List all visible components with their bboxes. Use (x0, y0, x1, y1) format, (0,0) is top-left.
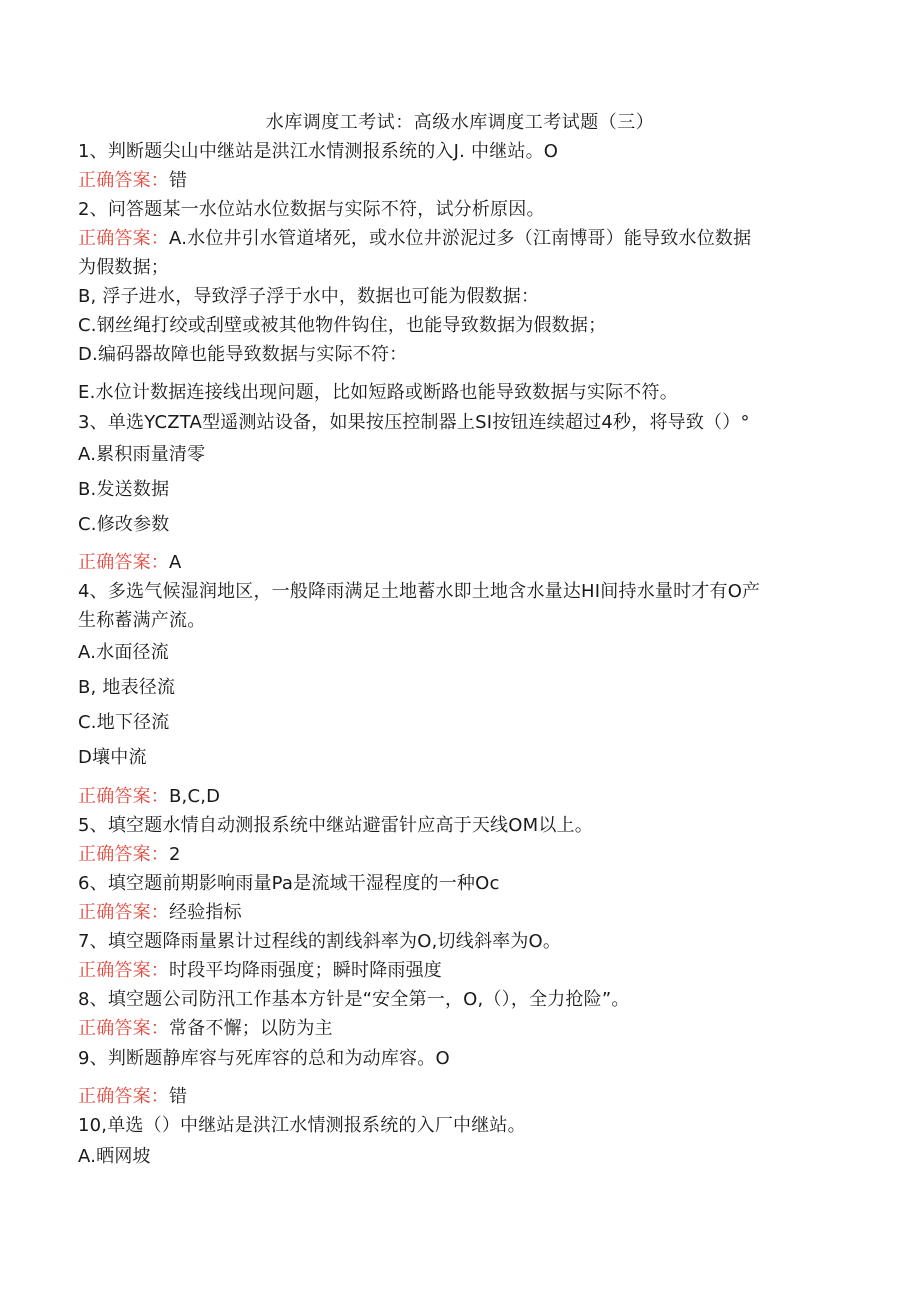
answer-label: 正确答案： (78, 170, 169, 191)
answer-text: 错 (169, 1086, 188, 1107)
question-9: 9、判断题静库容与死库容的总和为动库容。O (78, 1048, 450, 1069)
answer-label: 正确答案： (78, 786, 169, 807)
answer-text: A.水位井引水管道堵死，或水位井淤泥过多（江南博哥）能导致水位数据 (169, 228, 752, 249)
question-7: 7、填空题降雨量累计过程线的割线斜率为O,切线斜率为O。 (78, 931, 562, 952)
answer-2-item-b: B, 浮子进水，导致浮子浮于水中，数据也可能为假数据： (78, 286, 540, 307)
answer-3 (78, 551, 848, 575)
answer-9 (78, 1085, 848, 1109)
answer-text: 经验指标 (169, 902, 242, 923)
answer-8 (78, 1017, 848, 1041)
answer-2 (78, 227, 848, 251)
answer-label: 正确答案： (78, 960, 169, 981)
answer-text: 时段平均降雨强度；瞬时降雨强度 (169, 960, 442, 981)
question-3-option-a: A.累积雨量清零 (78, 444, 206, 465)
question-6: 6、填空题前期影响雨量Pa是流域干湿程度的一种Oc (78, 873, 500, 894)
answer-text: B,C,D (169, 786, 221, 807)
answer-label: 正确答案： (78, 844, 169, 865)
answer-2-item-c: C.钢丝绳打绞或刮壁或被其他物件钩住，也能导致数据为假数据； (78, 315, 607, 336)
answer-label: 正确答案： (78, 1018, 169, 1039)
answer-4 (78, 785, 848, 809)
answer-2-item-d: D.编码器故障也能导致数据与实际不符： (78, 344, 408, 365)
question-3: 3、单选YCZTA型遥测站设备，如果按压控制器上SI按钮连续超过4秒，将导致（）° (78, 412, 750, 433)
question-5: 5、填空题水情自动测报系统中继站避雷针应高于天线OM以上。 (78, 815, 593, 836)
answer-6 (78, 901, 848, 925)
answer-5 (78, 843, 848, 867)
answer-text: 2 (169, 844, 181, 865)
question-10: 10,单选（）中继站是洪江水情测报系统的入厂中继站。 (78, 1115, 526, 1136)
answer-text: A (169, 552, 182, 573)
document-title: 水库调度工考试：高级水库调度工考试题（三） (265, 112, 655, 133)
question-2: 2、问答题某一水位站水位数据与实际不符，试分析原因。 (78, 199, 545, 220)
answer-text: 错 (169, 170, 188, 191)
question-4-option-d: D壤中流 (78, 747, 147, 768)
question-8: 8、填空题公司防汛工作基本方针是“安全第一，O,（），全力抢险”。 (78, 989, 630, 1010)
question-3-option-c: C.修改参数 (78, 514, 170, 535)
answer-2-continued: 为假数据； (78, 257, 169, 278)
answer-7 (78, 959, 848, 983)
answer-1 (78, 169, 848, 193)
answer-label: 正确答案： (78, 902, 169, 923)
question-4-continued: 生称蓄满产流。 (78, 610, 206, 631)
answer-label: 正确答案： (78, 552, 169, 573)
answer-label: 正确答案： (78, 1086, 169, 1107)
answer-text: 常备不懈；以防为主 (169, 1018, 333, 1039)
answer-2-item-e: E.水位计数据连接线出现问题，比如短路或断路也能导致数据与实际不符。 (78, 382, 678, 403)
question-4-option-a: A.水面径流 (78, 642, 169, 663)
question-4-option-c: C.地下径流 (78, 712, 170, 733)
question-4-option-b: B, 地表径流 (78, 677, 176, 698)
question-10-option-a: A.晒网坡 (78, 1146, 151, 1167)
question-3-option-b: B.发送数据 (78, 479, 170, 500)
answer-label: 正确答案： (78, 228, 169, 249)
question-4: 4、多选气候湿润地区，一般降雨满足土地蓄水即土地含水量达HI间持水量时才有O产 (78, 581, 761, 602)
question-1: 1、判断题尖山中继站是洪江水情测报系统的入J. 中继站。O (78, 141, 559, 162)
